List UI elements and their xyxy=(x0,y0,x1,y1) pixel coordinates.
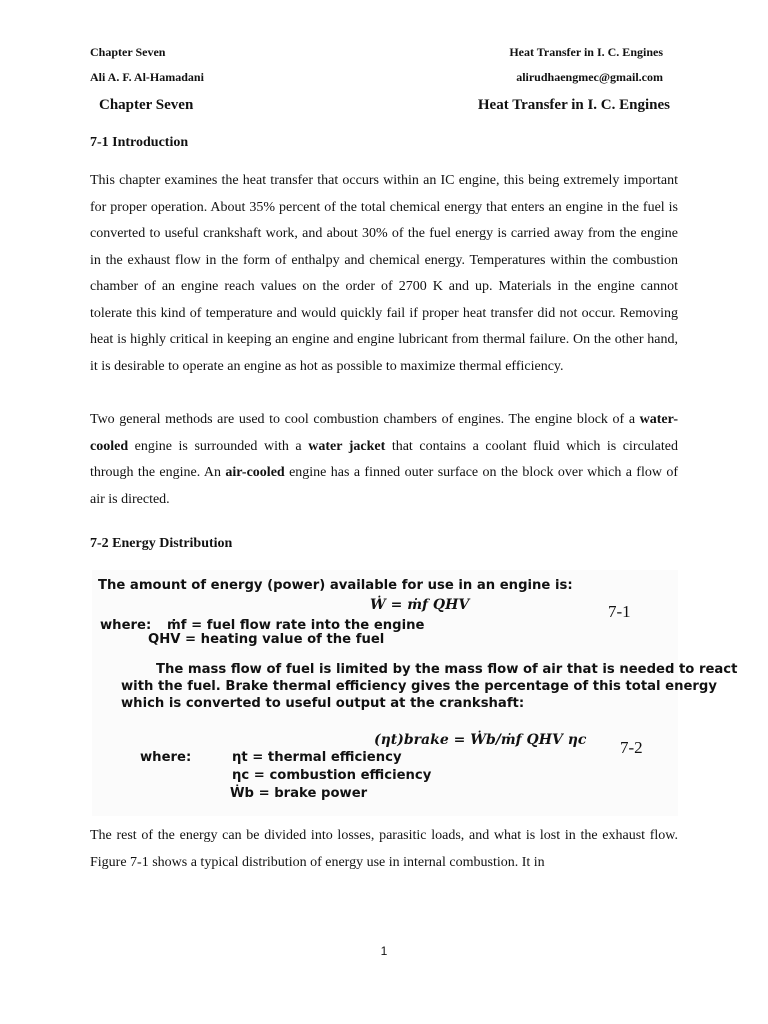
section-heading-energy-distribution: 7-2 Energy Distribution xyxy=(90,536,233,551)
where-combustion-efficiency: ηc = combustion efficiency xyxy=(232,768,432,783)
header-author: Ali A. F. Al-Hamadani xyxy=(90,70,204,84)
scanned-equation-excerpt xyxy=(92,570,738,816)
where-label-1: where: xyxy=(100,618,152,633)
section-heading-introduction: 7-1 Introduction xyxy=(90,135,189,150)
where-heating-value: QHV = heating value of the fuel xyxy=(148,632,385,647)
energy-paragraph-1: The rest of the energy can be divided into losses, parasitic loads, and what is lost in the exhaust flow. Figure 7-1 shows a typical distribution of energy use in internal combustion. It in xyxy=(90,828,678,870)
title-chapter: Chapter Seven xyxy=(99,97,194,113)
header-chapter: Chapter Seven xyxy=(90,45,166,59)
scan-paragraph-line-3: which is converted to useful output at the crankshaft: xyxy=(121,696,525,711)
intro-paragraph-1: This chapter examines the heat transfer that occurs within an IC engine, this being extremely important for proper operation. About 35% percent of the total chemical energy that enters an engine in the fuel is converted to useful crankshaft work, and about 30% of the fuel energy is carried away from the engine in the exhaust flow in the form of enthalpy and chemical energy. Temperatures within the combustion chamber of an engine reach values on the order of 2700 K and up. Materials in the engine cannot tolerate this kind of temperature and would quickly fail if proper heat transfer did not occur. Removing heat is highly critical in keeping an engine and engine lubricant from thermal failure. On the other hand, it is desirable to operate an engine as hot as possible to maximize thermal efficiency. xyxy=(90,173,678,374)
term-water-jacket: water jacket xyxy=(308,438,386,454)
scan-paragraph-line-1: The mass flow of fuel is limited by the mass flow of air that is needed to react xyxy=(156,662,738,677)
scan-paragraph-line-2: with the fuel. Brake thermal efficiency gives the percentage of this total energy xyxy=(121,679,717,694)
page-number: 1 xyxy=(380,944,388,958)
where-brake-power: Ẇb = brake power xyxy=(230,786,368,801)
term-water-cooled: water-cooled xyxy=(90,412,678,454)
equation-7-1: Ẇ = ṁf QHV xyxy=(370,597,470,613)
title-topic: Heat Transfer in I. C. Engines xyxy=(477,97,670,113)
header-email: alirudhaengmec@gmail.com xyxy=(516,70,663,84)
where-label-2: where: xyxy=(140,750,192,765)
equation-number-7-1: 7-1 xyxy=(608,602,631,621)
header-topic: Heat Transfer in I. C. Engines xyxy=(509,45,663,59)
term-air-cooled: air-cooled xyxy=(225,465,285,480)
equation-7-2: (ηt)brake = Ẇb/ṁf QHV ηc xyxy=(374,732,587,748)
where-fuel-flow: ṁf = fuel flow rate into the engine xyxy=(167,618,425,633)
intro-paragraph-2: Two general methods are used to cool combustion chambers of engines. The engine block of a water-cooled engine is surrounded with a water jacket that contains a coolant fluid which is circulated through the engine. An air-cooled engine has a finned outer surface on the block over which a flow of air is directed. xyxy=(90,412,678,507)
scan-line-intro: The amount of energy (power) available for use in an engine is: xyxy=(98,578,573,593)
where-thermal-efficiency: ηt = thermal efficiency xyxy=(232,750,402,765)
equation-number-7-2: 7-2 xyxy=(620,738,643,757)
